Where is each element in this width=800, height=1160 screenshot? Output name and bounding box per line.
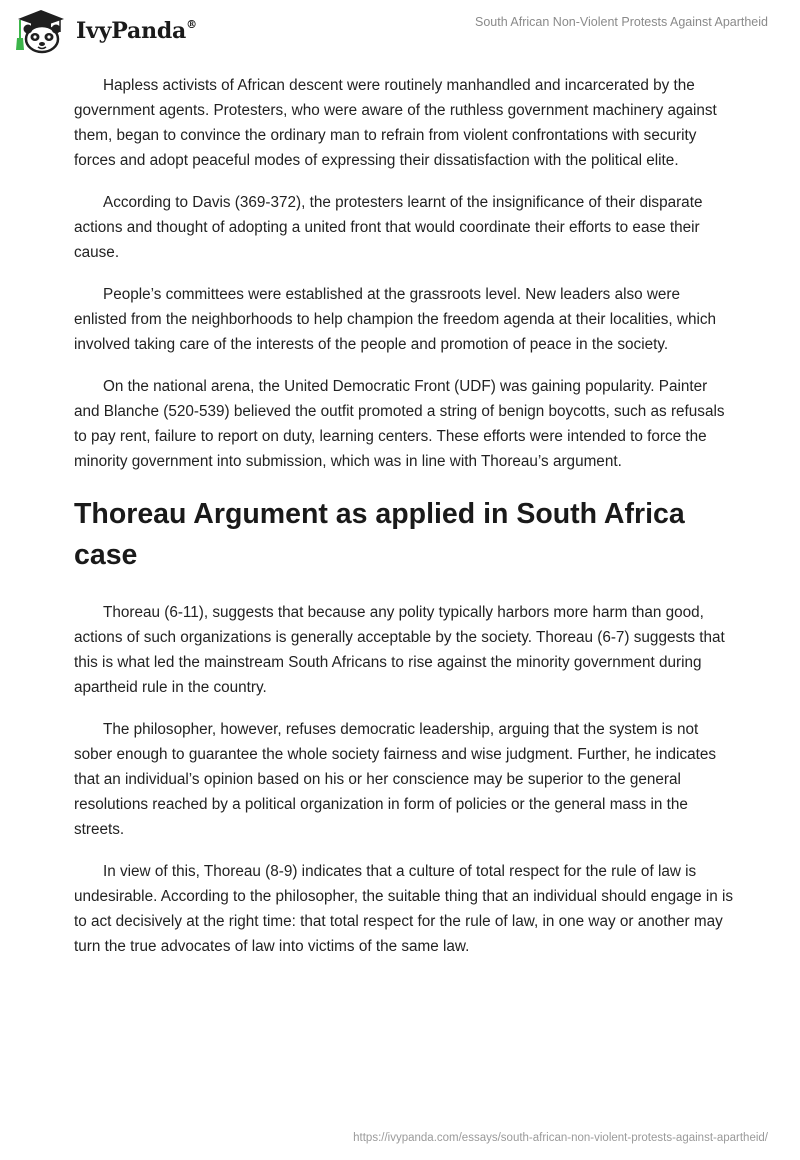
paragraph: People’s committees were established at the grassroots level. New leaders also were enlisted from the neighborhoods to help champion the freedom agenda at their localities, which involved taking care of the interests of the people and promotion of peace in the society. (74, 286, 717, 353)
panda-graduate-icon (14, 8, 68, 54)
document-title: South African Non-Violent Protests Against Apartheid (474, 15, 768, 29)
paragraph: The philosopher, however, refuses democratic leadership, arguing that the system is not sober enough to guarantee the whole society fairness and wise judgment. Further, he indicates that an individual’s opinion based on his or her conscience may be superior to the general resolutions reached by a political organization in form of policies or the general mass in the streets. (74, 721, 717, 838)
paragraph: Hapless activists of African descent were routinely manhandled and incarcerated by the government agents. Protesters, who were aware of the ruthless government machinery against them, began to convince the ordinary man to refrain from violent confrontations with security forces and adopt peaceful modes of expressing their dissatisfaction with the political elite. (74, 77, 717, 169)
paragraph: According to Davis (369-372), the protesters learnt of the insignificance of their disparate actions and thought of adopting a united front that would coordinate their efforts to ease their cause. (74, 194, 703, 261)
section-heading: Thoreau Argument as applied in South Africa case (74, 498, 685, 571)
essay-body (74, 73, 734, 976)
source-url[interactable]: https://ivypanda.com/essays/south-african-non-violent-protests-against-apartheid/ (353, 1132, 768, 1144)
brand-name: IvyPanda® (76, 17, 197, 44)
paragraph: In view of this, Thoreau (8-9) indicates that a culture of total respect for the rule of law is undesirable. According to the philosopher, the suitable thing that an individual should engage in is to act decisively at the right time: that total respect for the rule of law, in one way or another may turn the true advocates of law into victims of the same law. (74, 863, 734, 955)
paragraph: On the national arena, the United Democratic Front (UDF) was gaining popularity. Painter and Blanche (520-539) believed the outfit promoted a string of benign boycotts, such as refusals to pay rent, failure to report on duty, learning centers. These efforts were intended to force the minority government into submission, which was in line with Thoreau’s argument. (74, 378, 725, 470)
page-header (0, 0, 800, 60)
ivypanda-logo[interactable] (14, 6, 197, 56)
paragraph: Thoreau (6-11), suggests that because any polity typically harbors more harm than good, actions of such organizations is generally acceptable by the society. Thoreau (6-7) suggests that this is what led the mainstream South Africans to rise against the minority government during apartheid rule in the country. (74, 604, 725, 696)
